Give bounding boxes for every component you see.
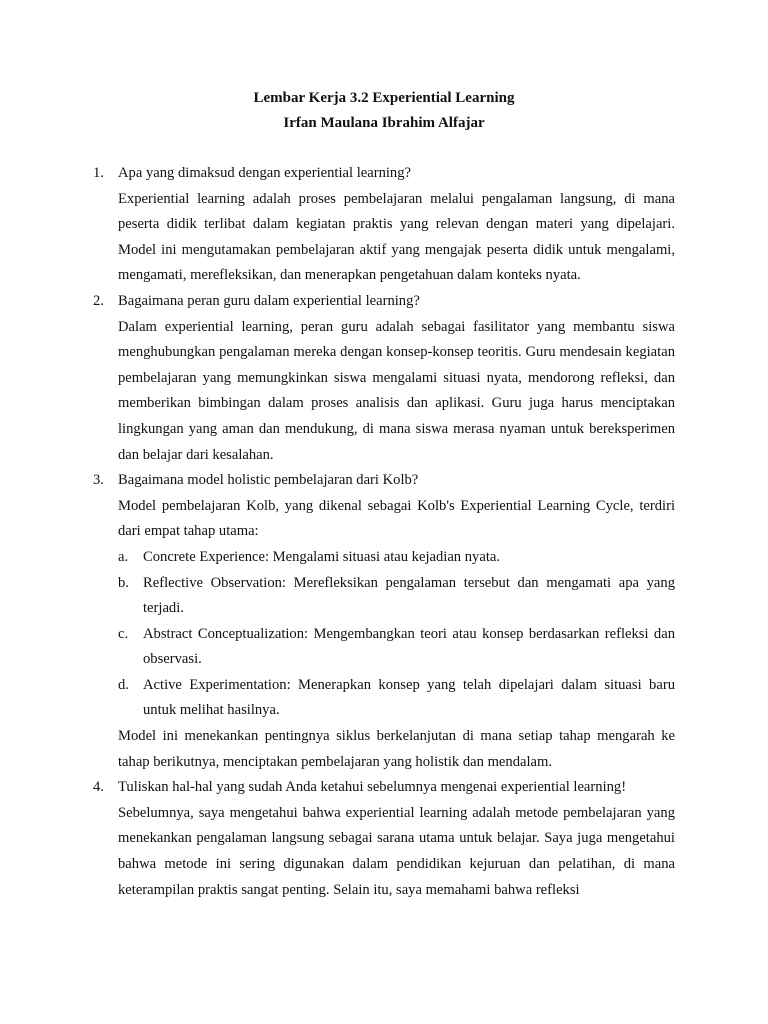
document-body bbox=[93, 161, 675, 903]
question-text: Bagaimana model holistic pembelajaran dari Kolb? bbox=[118, 472, 419, 489]
question-item-2 bbox=[93, 289, 675, 468]
question-text: Apa yang dimaksud dengan experiential learning? bbox=[118, 165, 411, 181]
step-letter: b. bbox=[118, 574, 129, 591]
question-number: 2. bbox=[93, 292, 104, 309]
author-name: Irfan Maulana Ibrahim Alfajar bbox=[283, 115, 485, 131]
question-number: 3. bbox=[93, 472, 104, 489]
step-text: Active Experimentation: Menerapkan konsep yang telah dipelajari dalam situasi baru untuk melihat hasilnya. bbox=[143, 676, 675, 719]
step-letter: d. bbox=[118, 676, 129, 693]
kolb-step bbox=[118, 545, 675, 571]
step-text: Abstract Conceptualization: Mengembangkan teori atau konsep berdasarkan refleksi dan observasi. bbox=[143, 625, 675, 668]
question-text: Bagaimana peran guru dalam experiential learning? bbox=[118, 292, 420, 309]
question-item-1 bbox=[93, 161, 675, 289]
question-item-4 bbox=[93, 775, 675, 903]
document-title: Lembar Kerja 3.2 Experiential Learning bbox=[253, 90, 515, 106]
answer-text: Dalam experiential learning, peran guru adalah sebagai fasilitator yang membantu siswa menghubungkan pengalaman mereka dengan konsep-konsep teoritis. Guru mendesain kegiatan pembelajaran yang memungkinkan siswa mengalami situasi nyata, mendorong refleksi, dan memberikan bimbingan dalam proses analisis dan aplikasi. Guru juga harus menciptakan lingkungan yang aman dan mendukung, di mana siswa merasa nyaman untuk bereksperimen dan belajar dari kesalahan. bbox=[118, 318, 675, 463]
kolb-step bbox=[118, 673, 675, 724]
kolb-steps-list bbox=[118, 545, 675, 724]
question-item-3 bbox=[93, 468, 675, 775]
answer-intro: Model pembelajaran Kolb, yang dikenal sebagai Kolb's Experiential Learning Cycle, terdiri dari empat tahap utama: bbox=[118, 497, 675, 540]
question-number: 1. bbox=[93, 165, 104, 181]
answer-conclusion: Model ini menekankan pentingnya siklus berkelanjutan di mana setiap tahap mengarah ke tahap berikutnya, menciptakan pembelajaran yang holistik dan mendalam. bbox=[118, 728, 675, 770]
question-number: 4. bbox=[93, 779, 104, 796]
question-list bbox=[93, 161, 675, 903]
kolb-step bbox=[118, 622, 675, 673]
step-text: Reflective Observation: Merefleksikan pengalaman tersebut dan mengamati apa yang terjadi. bbox=[143, 574, 675, 617]
answer-text: Experiential learning adalah proses pembelajaran melalui pengalaman langsung, di mana peserta didik terlibat dalam kegiatan praktis yang relevan dengan materi yang dipelajari. Model ini mengutamakan pembelajaran aktif yang mengajak peserta didik untuk mengalami, mengamati, merefleksikan, dan menerapkan pengetahuan dalam konteks nyata. bbox=[118, 190, 675, 284]
kolb-step bbox=[118, 571, 675, 622]
step-text: Concrete Experience: Mengalami situasi atau kejadian nyata. bbox=[143, 548, 500, 565]
question-text: Tuliskan hal-hal yang sudah Anda ketahui sebelumnya mengenai experiential learning! bbox=[118, 779, 627, 796]
step-letter: a. bbox=[118, 548, 129, 565]
answer-text: Sebelumnya, saya mengetahui bahwa experiential learning adalah metode pembelajaran yang menekankan pengalaman langsung sebagai sarana utama untuk belajar. Saya juga mengetahui bahwa metode ini sering digunakan dalam pendidikan kejuruan dan pelatihan, di mana keterampilan praktis sangat penting. Selain itu, saya memahami bahwa refleksi bbox=[118, 804, 675, 898]
step-letter: c. bbox=[118, 625, 129, 642]
